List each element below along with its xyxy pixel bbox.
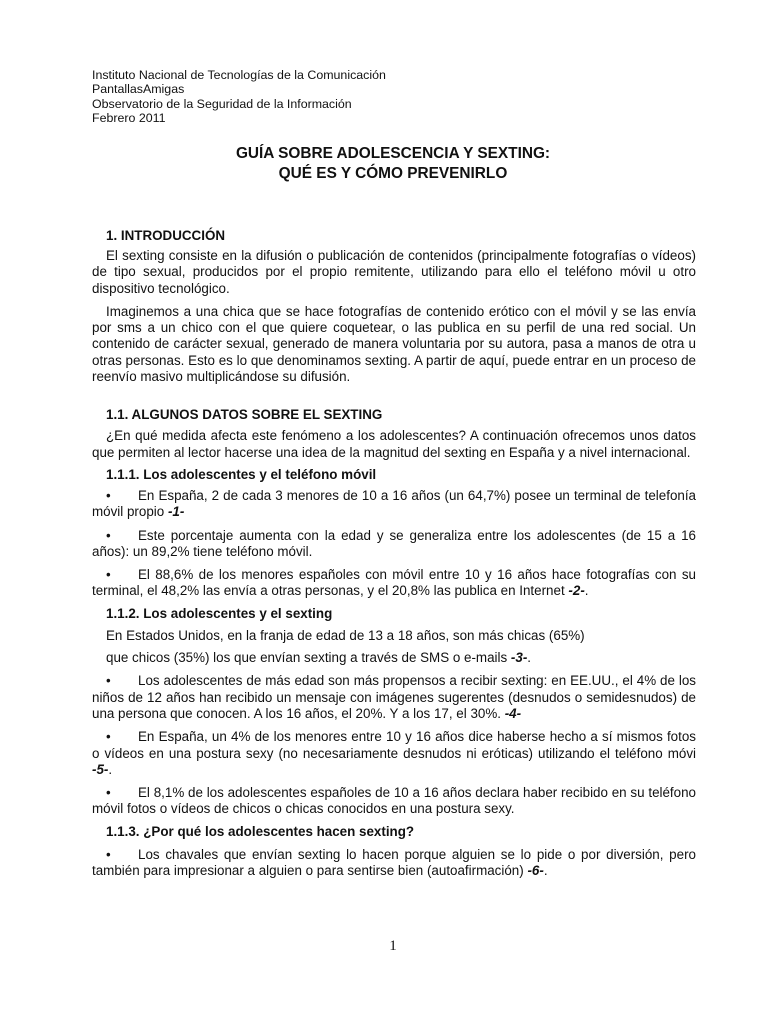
bullet-icon: •	[106, 729, 111, 745]
reference-marker: -3-	[510, 650, 528, 666]
paragraph-datos-intro: ¿En qué medida afecta este fenómeno a los adolescentes? A continuación ofrecemos unos datos que permiten al lector hacerse una idea de la magnitud del sexting en España y a nivel internacional.	[92, 428, 696, 460]
document-title	[0, 144, 768, 184]
list-item-percentage-age: • Este porcentaje aumenta con la edad y se generaliza entre los adolescentes (de 15 a 16 años): un 89,2% tiene teléfono móvil.	[92, 527, 696, 559]
header-line-observatory: Observatorio de la Seguridad de la Información	[92, 96, 352, 111]
section-heading-algunos-datos: 1.1. ALGUNOS DATOS SOBRE EL SEXTING	[106, 407, 383, 423]
paragraph-example: Imaginemos a una chica que se hace fotografías de contenido erótico con el móvil y se las envía por sms a un chico con el que quiere coquetear, o las publica en su perfil de una red social. Un contenido de carácter sexual, generado de manera voluntaria por su autora, pasa a manos de otra u otras personas. Esto es lo que denominamos sexting. A partir de aquí, puede entrar en un proceso de reenvío masivo multiplicándose su difusión.	[92, 303, 696, 385]
bullet-icon: •	[106, 785, 111, 801]
section-heading-introduccion: 1. INTRODUCCIÓN	[106, 228, 226, 243]
bullet-icon: •	[106, 673, 111, 689]
bullet-icon: •	[106, 527, 111, 543]
reference-marker: -1-	[167, 504, 185, 520]
reference-marker: -2-	[568, 583, 585, 599]
title-line-1: GUÍA SOBRE ADOLESCENCIA Y SEXTING:	[235, 145, 551, 162]
document-header	[92, 68, 386, 126]
header-line-institute: Instituto Nacional de Tecnologías de la Comunicación	[92, 68, 386, 82]
header-line-date: Febrero 2011	[92, 111, 166, 126]
list-item-mobile-ownership: • En España, 2 de cada 3 menores de 10 a 16 años (un 64,7%) posee un terminal de telefonía móvil propio -1-	[92, 487, 696, 520]
reference-marker: -5-	[92, 761, 109, 777]
title-line-2: QUÉ ES Y CÓMO PREVENIRLO	[278, 165, 508, 182]
reference-marker: -4-	[504, 705, 522, 721]
header-line-organization: PantallasAmigas	[92, 82, 185, 97]
bullet-icon: •	[106, 567, 111, 583]
subsection-heading-sexting: 1.1.2. Los adolescentes y el sexting	[106, 605, 333, 621]
reference-marker: -6-	[527, 863, 544, 879]
list-item-spain-photos: • En España, un 4% de los menores entre 10 y 16 años dice haberse hecho a sí mismos fotos o vídeos en una postura sexy (no necesariamente desnudos ni eróticas) utilizando el teléfono móvi -5-.	[92, 729, 696, 777]
paragraph-usa-chicos: que chicos (35%) los que envían sexting a través de SMS o e-mails -3-.	[106, 650, 532, 666]
subsection-heading-telefono-movil: 1.1.1. Los adolescentes y el teléfono móvil	[106, 466, 377, 482]
bullet-icon: •	[106, 487, 111, 503]
list-item-older-teens: • Los adolescentes de más edad son más propensos a recibir sexting: en EE.UU., el 4% de los niños de 12 años han recibido un mensaje con imágenes sugerentes (desnudos o semidesnudos) de una persona que conocen. A los 16 años, el 20%. Y a los 17, el 30%. -4-	[92, 673, 696, 721]
document-body	[92, 227, 696, 879]
list-item-received: • El 8,1% de los adolescentes españoles de 10 a 16 años declara haber recibido en su teléfono móvil fotos o vídeos de chicos o chicas conocidos en una postura sexy.	[92, 785, 696, 817]
bullet-icon: •	[106, 846, 111, 862]
list-item-photos: • El 88,6% de los menores españoles con móvil entre 10 y 16 años hace fotografías con su terminal, el 48,2% las envía a otras personas, y el 20,8% las publica en Internet -2-.	[92, 567, 696, 599]
paragraph-usa-franja: En Estados Unidos, en la franja de edad de 13 a 18 años, son más chicas (65%)	[106, 627, 585, 643]
subsection-heading-why: 1.1.3. ¿Por qué los adolescentes hacen sexting?	[106, 823, 415, 839]
page-number: 1	[389, 938, 397, 954]
paragraph-sexting-definition: El sexting consiste en la difusión o publicación de contenidos (principalmente fotografías o vídeos) de tipo sexual, producidos por el propio remitente, utilizando para ello el teléfono móvil u otro dispositivo tecnológico.	[92, 248, 696, 296]
list-item-reasons: • Los chavales que envían sexting lo hacen porque alguien se lo pide o por diversión, pero también para impresionar a alguien o para sentirse bien (autoafirmación) -6-.	[92, 846, 696, 879]
